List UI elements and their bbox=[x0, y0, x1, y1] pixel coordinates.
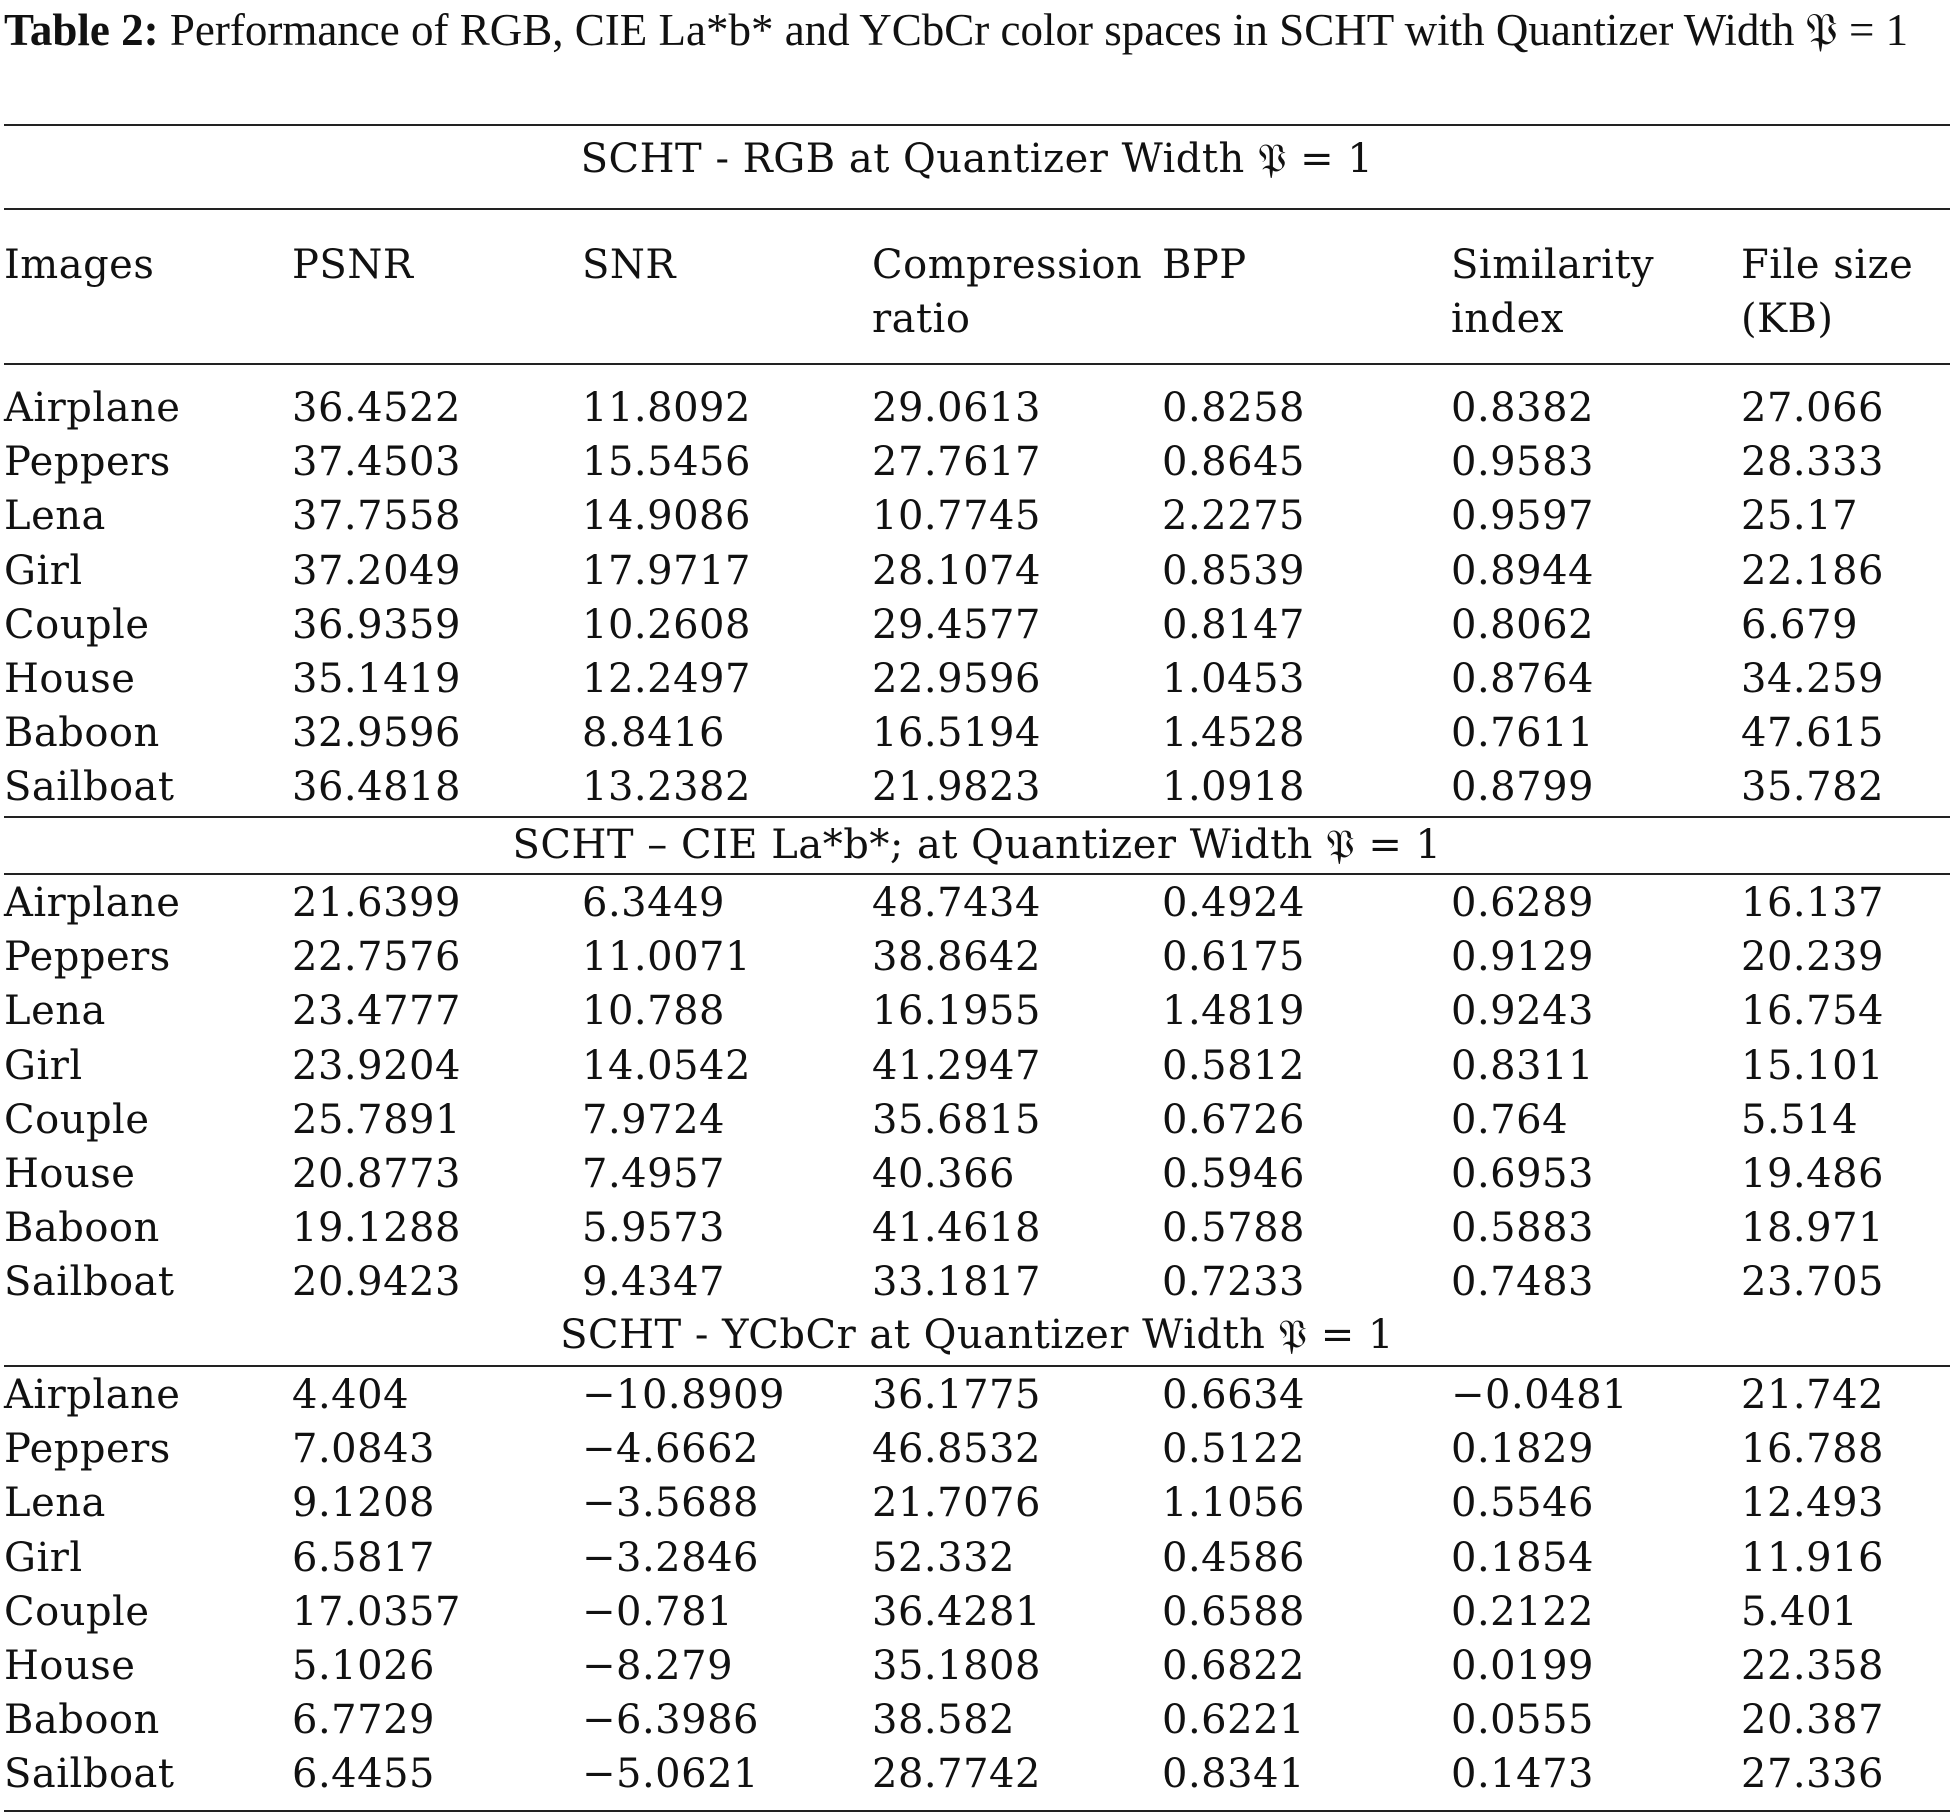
cell-bpp: 0.7233 bbox=[1162, 1259, 1305, 1306]
cell-compression-ratio: 41.4618 bbox=[872, 1205, 1041, 1252]
cell-image: Sailboat bbox=[4, 1259, 175, 1306]
header-psnr: PSNR bbox=[292, 242, 414, 288]
table-row bbox=[0, 930, 1954, 984]
table-row bbox=[0, 706, 1954, 760]
table-row bbox=[0, 435, 1954, 489]
cell-file-size: 15.101 bbox=[1741, 1042, 1884, 1089]
cell-psnr: 6.4455 bbox=[292, 1751, 435, 1798]
cell-similarity-index: 0.5546 bbox=[1451, 1480, 1594, 1527]
cell-image: Couple bbox=[4, 1096, 150, 1143]
cell-snr: 7.9724 bbox=[582, 1096, 725, 1143]
header-images: Images bbox=[4, 242, 155, 288]
cell-compression-ratio: 21.7076 bbox=[872, 1480, 1041, 1527]
table-top-rule bbox=[4, 124, 1950, 126]
cell-psnr: 23.9204 bbox=[292, 1042, 461, 1089]
cell-bpp: 0.4924 bbox=[1162, 880, 1305, 926]
table-row bbox=[0, 381, 1954, 435]
cell-compression-ratio: 33.1817 bbox=[872, 1259, 1041, 1306]
cell-image: Lena bbox=[4, 493, 106, 540]
cell-similarity-index: 0.2122 bbox=[1451, 1588, 1594, 1635]
cell-image: Baboon bbox=[4, 1205, 160, 1252]
cell-snr: −4.6662 bbox=[582, 1426, 759, 1473]
table-row bbox=[0, 598, 1954, 652]
cell-bpp: 2.2275 bbox=[1162, 493, 1305, 540]
header-filesize-line1: File size bbox=[1741, 242, 1914, 288]
cell-snr: 12.2497 bbox=[582, 656, 751, 702]
cell-image: Airplane bbox=[4, 1372, 181, 1418]
cell-similarity-index: 0.6953 bbox=[1451, 1151, 1594, 1197]
cell-compression-ratio: 46.8532 bbox=[872, 1426, 1041, 1473]
cell-snr: 5.9573 bbox=[582, 1205, 725, 1252]
cell-image: Baboon bbox=[4, 710, 160, 757]
cell-similarity-index: 0.1854 bbox=[1451, 1534, 1594, 1581]
table-row bbox=[0, 1147, 1954, 1201]
cell-similarity-index: 0.0555 bbox=[1451, 1697, 1594, 1744]
cell-psnr: 17.0357 bbox=[292, 1588, 461, 1635]
cell-snr: 6.3449 bbox=[582, 880, 725, 926]
cell-bpp: 1.4819 bbox=[1162, 988, 1305, 1035]
cell-snr: −10.8909 bbox=[582, 1372, 785, 1418]
cell-compression-ratio: 41.2947 bbox=[872, 1042, 1041, 1089]
cell-image: Girl bbox=[4, 1534, 83, 1581]
cell-psnr: 36.9359 bbox=[292, 601, 461, 648]
cell-similarity-index: 0.5883 bbox=[1451, 1205, 1594, 1252]
cell-image: Girl bbox=[4, 1042, 83, 1089]
cell-image: Lena bbox=[4, 988, 106, 1035]
cell-image: Baboon bbox=[4, 1697, 160, 1744]
cell-file-size: 16.788 bbox=[1741, 1426, 1884, 1473]
table-row bbox=[0, 1639, 1954, 1693]
table-row bbox=[0, 652, 1954, 706]
table-bottom-rule bbox=[4, 1810, 1950, 1812]
cell-snr: 17.9717 bbox=[582, 547, 751, 594]
table-caption bbox=[4, 4, 1950, 56]
cell-image: House bbox=[4, 1151, 136, 1197]
cell-similarity-index: 0.8944 bbox=[1451, 547, 1594, 594]
table-row bbox=[0, 760, 1954, 814]
cell-psnr: 37.7558 bbox=[292, 493, 461, 540]
section-title-ycbcr: SCHT - YCbCr at Quantizer Width 𝔓 = 1 bbox=[560, 1312, 1394, 1358]
cell-psnr: 6.7729 bbox=[292, 1697, 435, 1744]
cell-similarity-index: 0.8764 bbox=[1451, 656, 1594, 702]
cell-psnr: 37.4503 bbox=[292, 439, 461, 486]
cell-file-size: 27.336 bbox=[1741, 1751, 1884, 1798]
cell-file-size: 47.615 bbox=[1741, 710, 1884, 757]
cell-similarity-index: 0.7611 bbox=[1451, 710, 1594, 757]
cell-file-size: 28.333 bbox=[1741, 439, 1884, 486]
cell-psnr: 9.1208 bbox=[292, 1480, 435, 1527]
cell-psnr: 4.404 bbox=[292, 1372, 410, 1418]
cell-snr: 14.9086 bbox=[582, 493, 751, 540]
cell-image: House bbox=[4, 656, 136, 702]
header-compression-line2: ratio bbox=[872, 296, 971, 342]
cell-psnr: 20.8773 bbox=[292, 1151, 461, 1197]
table-row bbox=[0, 544, 1954, 598]
header-top-rule bbox=[4, 208, 1950, 210]
cell-compression-ratio: 21.9823 bbox=[872, 764, 1041, 811]
cell-similarity-index: 0.764 bbox=[1451, 1096, 1569, 1143]
cell-file-size: 34.259 bbox=[1741, 656, 1884, 702]
header-similarity-index bbox=[1451, 238, 1654, 346]
header-compression-ratio bbox=[872, 238, 1142, 346]
cell-bpp: 0.8341 bbox=[1162, 1751, 1305, 1798]
cell-snr: 9.4347 bbox=[582, 1259, 725, 1306]
cell-snr: −5.0621 bbox=[582, 1751, 759, 1798]
cell-similarity-index: 0.9597 bbox=[1451, 493, 1594, 540]
cell-compression-ratio: 16.1955 bbox=[872, 988, 1041, 1035]
cell-image: Peppers bbox=[4, 1426, 171, 1473]
cell-compression-ratio: 28.1074 bbox=[872, 547, 1041, 594]
table-row bbox=[0, 984, 1954, 1038]
cell-psnr: 22.7576 bbox=[292, 934, 461, 981]
cell-similarity-index: 0.9129 bbox=[1451, 934, 1594, 981]
section-title-rgb: SCHT - RGB at Quantizer Width 𝔓 = 1 bbox=[580, 136, 1374, 182]
section-rule-ycbcr-bottom bbox=[4, 1365, 1950, 1367]
cell-psnr: 25.7891 bbox=[292, 1096, 461, 1143]
cell-compression-ratio: 38.582 bbox=[872, 1697, 1015, 1744]
cell-similarity-index: 0.7483 bbox=[1451, 1259, 1594, 1306]
cell-bpp: 0.6726 bbox=[1162, 1096, 1305, 1143]
cell-snr: 11.8092 bbox=[582, 385, 751, 431]
cell-bpp: 0.5788 bbox=[1162, 1205, 1305, 1252]
cell-file-size: 23.705 bbox=[1741, 1259, 1884, 1306]
cell-similarity-index: −0.0481 bbox=[1451, 1372, 1628, 1418]
header-filesize-line2: (KB) bbox=[1741, 296, 1834, 342]
cell-bpp: 0.8539 bbox=[1162, 547, 1305, 594]
cell-image: Peppers bbox=[4, 439, 171, 486]
cell-image: Couple bbox=[4, 601, 150, 648]
cell-psnr: 7.0843 bbox=[292, 1426, 435, 1473]
cell-compression-ratio: 22.9596 bbox=[872, 656, 1041, 702]
cell-compression-ratio: 10.7745 bbox=[872, 493, 1041, 540]
cell-bpp: 0.6588 bbox=[1162, 1588, 1305, 1635]
cell-snr: 7.4957 bbox=[582, 1151, 725, 1197]
cell-psnr: 19.1288 bbox=[292, 1205, 461, 1252]
table-row bbox=[0, 1747, 1954, 1801]
header-file-size bbox=[1741, 238, 1913, 346]
cell-bpp: 0.4586 bbox=[1162, 1534, 1305, 1581]
table-row bbox=[0, 489, 1954, 543]
cell-bpp: 0.6221 bbox=[1162, 1697, 1305, 1744]
table-row bbox=[0, 1531, 1954, 1585]
cell-image: Girl bbox=[4, 547, 83, 594]
header-compression-line1: Compression bbox=[872, 242, 1143, 288]
cell-bpp: 1.0453 bbox=[1162, 656, 1305, 702]
table-caption-label: Table 2: bbox=[4, 5, 159, 55]
cell-psnr: 36.4818 bbox=[292, 764, 461, 811]
cell-psnr: 35.1419 bbox=[292, 656, 461, 702]
cell-similarity-index: 0.1473 bbox=[1451, 1751, 1594, 1798]
cell-similarity-index: 0.8382 bbox=[1451, 385, 1594, 431]
cell-bpp: 0.8258 bbox=[1162, 385, 1305, 431]
cell-compression-ratio: 48.7434 bbox=[872, 880, 1041, 926]
table-row bbox=[0, 1201, 1954, 1255]
cell-snr: 15.5456 bbox=[582, 439, 751, 486]
cell-compression-ratio: 35.1808 bbox=[872, 1643, 1041, 1689]
cell-image: Peppers bbox=[4, 934, 171, 981]
cell-bpp: 0.8147 bbox=[1162, 601, 1305, 648]
table-row bbox=[0, 1368, 1954, 1422]
cell-bpp: 0.6634 bbox=[1162, 1372, 1305, 1418]
cell-bpp: 1.1056 bbox=[1162, 1480, 1305, 1527]
cell-image: House bbox=[4, 1643, 136, 1689]
section-title-lab: SCHT – CIE La*b*; at Quantizer Width 𝔓 = 1 bbox=[512, 822, 1442, 868]
cell-psnr: 37.2049 bbox=[292, 547, 461, 594]
cell-snr: 8.8416 bbox=[582, 710, 725, 757]
cell-file-size: 5.514 bbox=[1741, 1096, 1859, 1143]
cell-bpp: 0.6822 bbox=[1162, 1643, 1305, 1689]
cell-compression-ratio: 36.4281 bbox=[872, 1588, 1041, 1635]
cell-bpp: 1.0918 bbox=[1162, 764, 1305, 811]
table-row bbox=[0, 1039, 1954, 1093]
cell-psnr: 32.9596 bbox=[292, 710, 461, 757]
cell-psnr: 5.1026 bbox=[292, 1643, 435, 1689]
cell-snr: −0.781 bbox=[582, 1588, 734, 1635]
cell-image: Airplane bbox=[4, 385, 181, 431]
cell-file-size: 12.493 bbox=[1741, 1480, 1884, 1527]
header-similarity-line2: index bbox=[1451, 296, 1564, 342]
cell-similarity-index: 0.6289 bbox=[1451, 880, 1594, 926]
cell-compression-ratio: 35.6815 bbox=[872, 1096, 1041, 1143]
table-caption-text: Performance of RGB, CIE La*b* and YCbCr color spaces in SCHT with Quantizer Width 𝔓 = 1 bbox=[169, 5, 1909, 55]
cell-similarity-index: 0.0199 bbox=[1451, 1643, 1594, 1689]
cell-psnr: 23.4777 bbox=[292, 988, 461, 1035]
cell-compression-ratio: 16.5194 bbox=[872, 710, 1041, 757]
cell-snr: 14.0542 bbox=[582, 1042, 751, 1089]
cell-bpp: 0.6175 bbox=[1162, 934, 1305, 981]
cell-file-size: 6.679 bbox=[1741, 601, 1859, 648]
cell-psnr: 21.6399 bbox=[292, 880, 461, 926]
cell-file-size: 20.239 bbox=[1741, 934, 1884, 981]
cell-file-size: 5.401 bbox=[1741, 1588, 1859, 1635]
header-similarity-line1: Similarity bbox=[1451, 242, 1655, 288]
cell-bpp: 0.5812 bbox=[1162, 1042, 1305, 1089]
cell-file-size: 16.137 bbox=[1741, 880, 1884, 926]
table-row bbox=[0, 876, 1954, 930]
cell-file-size: 27.066 bbox=[1741, 385, 1884, 431]
cell-snr: 10.2608 bbox=[582, 601, 751, 648]
cell-image: Sailboat bbox=[4, 764, 175, 811]
cell-snr: 11.0071 bbox=[582, 934, 751, 981]
table-row bbox=[0, 1585, 1954, 1639]
cell-file-size: 20.387 bbox=[1741, 1697, 1884, 1744]
cell-file-size: 35.782 bbox=[1741, 764, 1884, 811]
cell-similarity-index: 0.8311 bbox=[1451, 1042, 1594, 1089]
cell-image: Lena bbox=[4, 1480, 106, 1527]
header-snr: SNR bbox=[582, 242, 677, 288]
cell-snr: 10.788 bbox=[582, 988, 725, 1035]
cell-image: Couple bbox=[4, 1588, 150, 1635]
cell-compression-ratio: 38.8642 bbox=[872, 934, 1041, 981]
cell-image: Airplane bbox=[4, 880, 181, 926]
cell-snr: −3.2846 bbox=[582, 1534, 759, 1581]
cell-file-size: 21.742 bbox=[1741, 1372, 1884, 1418]
cell-similarity-index: 0.1829 bbox=[1451, 1426, 1594, 1473]
cell-file-size: 19.486 bbox=[1741, 1151, 1884, 1197]
table-row bbox=[0, 1093, 1954, 1147]
cell-image: Sailboat bbox=[4, 1751, 175, 1798]
cell-bpp: 0.5122 bbox=[1162, 1426, 1305, 1473]
cell-compression-ratio: 36.1775 bbox=[872, 1372, 1041, 1418]
cell-file-size: 22.358 bbox=[1741, 1643, 1884, 1689]
cell-file-size: 11.916 bbox=[1741, 1534, 1884, 1581]
cell-compression-ratio: 28.7742 bbox=[872, 1751, 1041, 1798]
cell-compression-ratio: 29.0613 bbox=[872, 385, 1041, 431]
header-bottom-rule bbox=[4, 363, 1950, 365]
cell-snr: 13.2382 bbox=[582, 764, 751, 811]
section-rule-lab-bottom bbox=[4, 873, 1950, 875]
table-row bbox=[0, 1693, 1954, 1747]
cell-snr: −6.3986 bbox=[582, 1697, 759, 1744]
cell-snr: −8.279 bbox=[582, 1643, 734, 1689]
table-row bbox=[0, 1255, 1954, 1309]
header-bpp: BPP bbox=[1162, 242, 1247, 288]
cell-bpp: 0.5946 bbox=[1162, 1151, 1305, 1197]
cell-file-size: 22.186 bbox=[1741, 547, 1884, 594]
cell-compression-ratio: 52.332 bbox=[872, 1534, 1015, 1581]
cell-file-size: 16.754 bbox=[1741, 988, 1884, 1035]
cell-compression-ratio: 29.4577 bbox=[872, 601, 1041, 648]
cell-bpp: 1.4528 bbox=[1162, 710, 1305, 757]
cell-similarity-index: 0.8062 bbox=[1451, 601, 1594, 648]
cell-compression-ratio: 27.7617 bbox=[872, 439, 1041, 486]
cell-snr: −3.5688 bbox=[582, 1480, 759, 1527]
cell-psnr: 6.5817 bbox=[292, 1534, 435, 1581]
table-row bbox=[0, 1422, 1954, 1476]
cell-similarity-index: 0.9583 bbox=[1451, 439, 1594, 486]
cell-psnr: 36.4522 bbox=[292, 385, 461, 431]
cell-file-size: 25.17 bbox=[1741, 493, 1859, 540]
cell-file-size: 18.971 bbox=[1741, 1205, 1884, 1252]
cell-similarity-index: 0.8799 bbox=[1451, 764, 1594, 811]
cell-similarity-index: 0.9243 bbox=[1451, 988, 1594, 1035]
cell-compression-ratio: 40.366 bbox=[872, 1151, 1015, 1197]
cell-bpp: 0.8645 bbox=[1162, 439, 1305, 486]
cell-psnr: 20.9423 bbox=[292, 1259, 461, 1306]
table-row bbox=[0, 1476, 1954, 1530]
